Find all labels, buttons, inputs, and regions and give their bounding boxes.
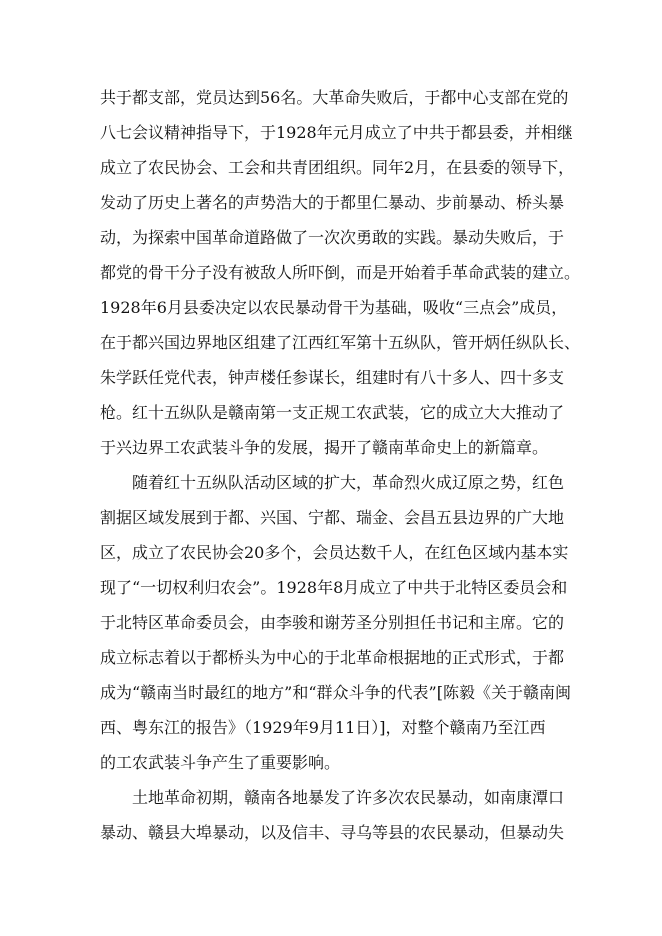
text-line: 成为“赣南当时最红的地方”和“群众斗争的代表”[陈毅《关于赣南闽 — [100, 683, 571, 702]
text-line: 现了“一切权利归农会”。1928年8月成立了中共于北特区委员会和 — [100, 578, 568, 597]
text-line: 八七会议精神指导下，于1928年元月成立了中共于都县委，并相继 — [100, 123, 573, 142]
text-line: 朱学跃任党代表，钟声楼任参谋长，组建时有八十多人、四十多支 — [100, 368, 565, 387]
text-line: 1928年6月县委决定以农民暴动骨干为基础，吸收“三点会”成员， — [100, 298, 568, 317]
text-line: 割据区域发展到于都、兴国、宁都、瑞金、会昌五县边界的广大地 — [100, 508, 565, 527]
paragraph-first-line: 随着红十五纵队活动区域的扩大，革命烈火成辽原之势，红色 — [132, 473, 565, 492]
text-line: 共于都支部，党员达到56名。大革命失败后，于都中心支部在党的 — [100, 88, 569, 107]
text-line: 区，成立了农民协会20多个，会员达数千人，在红色区域内基本实 — [100, 543, 569, 562]
text-line: 于兴边界工农武装斗争的发展，揭开了赣南革命史上的新篇章。 — [100, 438, 549, 457]
text-line: 成立了农民协会、工会和共青团组织。同年2月，在县委的领导下， — [100, 158, 575, 177]
text-line: 在于都兴国边界地区组建了江西红军第十五纵队，管开炳任纵队长、 — [100, 333, 581, 352]
text-line: 的工农武装斗争产生了重要影响。 — [100, 753, 341, 772]
paragraph-first-line: 土地革命初期，赣南各地暴发了许多次农民暴动，如南康潭口 — [132, 788, 565, 807]
text-line: 动，为探索中国革命道路做了一次次勇敢的实践。暴动失败后，于 — [100, 228, 565, 247]
text-line: 枪。红十五纵队是赣南第一支正规工农武装，它的成立大大推动了 — [100, 403, 565, 422]
text-line: 西、粤东江的报告》（1929年9月11日）]，对整个赣南乃至江西 — [100, 718, 546, 737]
text-line: 暴动、赣县大埠暴动，以及信丰、寻乌等县的农民暴动，但暴动失 — [100, 823, 565, 842]
text-line: 发动了历史上著名的声势浩大的于都里仁暴动、步前暴动、桥头暴 — [100, 193, 565, 212]
text-line: 成立标志着以于都桥头为中心的于北革命根据地的正式形式，于都 — [100, 648, 565, 667]
text-line: 都党的骨干分子没有被敌人所吓倒，而是开始着手革命武装的建立。 — [100, 263, 581, 282]
text-line: 于北特区革命委员会，由李骏和谢芳圣分别担任书记和主席。它的 — [100, 613, 565, 632]
